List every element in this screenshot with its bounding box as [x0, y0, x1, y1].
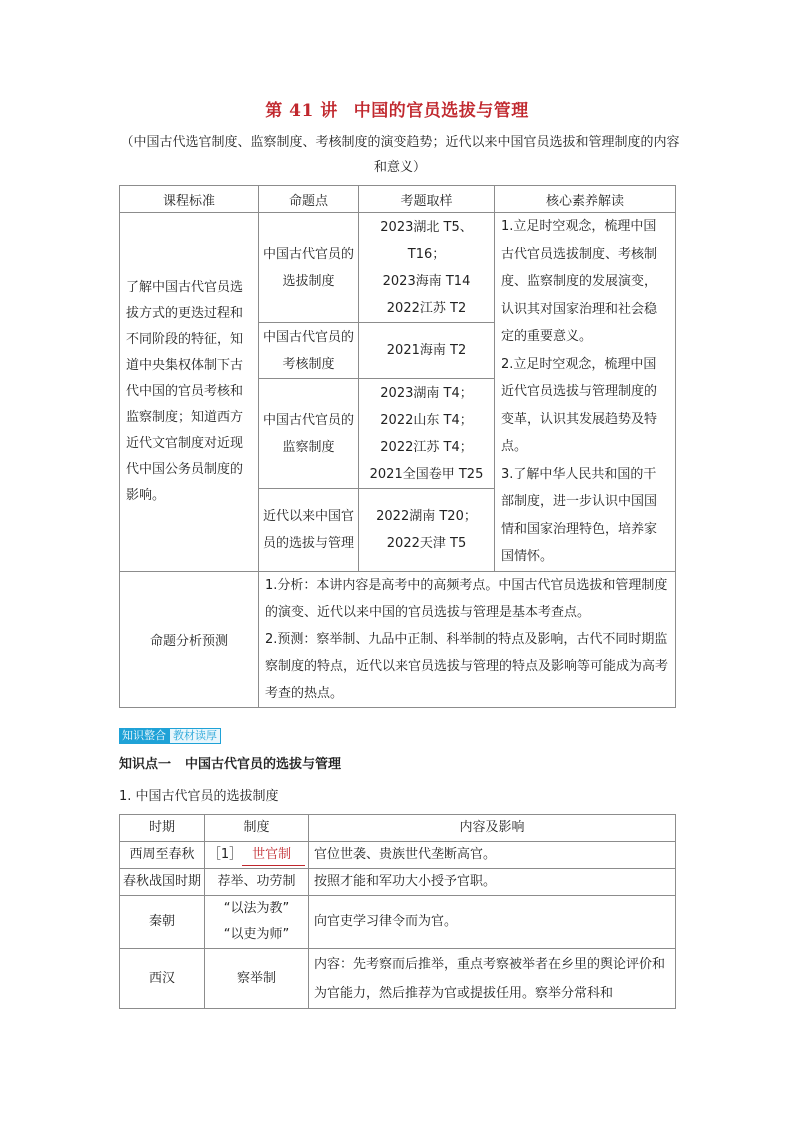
samples-cell: [359, 213, 495, 323]
period-cell: 西周至春秋: [120, 842, 205, 869]
sample-item: 2023海南 T14: [382, 273, 471, 289]
core-literacy-item: 3.了解中华人民共和国的干部制度，进一步认识中国国情和国家治理特色，培养家国情怀。: [501, 466, 658, 564]
overview-table: [119, 185, 676, 708]
table-row: [120, 949, 676, 1009]
tag-textbook-reading: 教材读厚: [169, 728, 221, 744]
overview-header-row: [120, 186, 676, 213]
forecast-item: 1.分析：本讲内容是高考中的高频考点。中国古代官员选拔和管理制度的演变、近代以来中国的官员选拔与管理是基本考查点。: [265, 577, 668, 620]
lecture-topic: 中国的官员选拔与管理: [353, 101, 529, 121]
header-content: 内容及影响: [309, 815, 676, 842]
forecast-item: 2.预测：察举制、九品中正制、科举制的特点及影响，古代不同时期监察制度的特点，近代以来官员选拔与管理的特点及影响等可能成为高考考查的热点。: [265, 631, 669, 701]
sample-item: 2022江苏 T2: [386, 300, 467, 316]
table-row: [120, 842, 676, 869]
header-core-literacy: 核心素养解读: [495, 186, 676, 213]
system-cell: [205, 842, 309, 869]
core-literacy-item: 2.立足时空观念，梳理中国近代官员选拔与管理制度的变革，认识其发展趋势及特点。: [501, 356, 658, 454]
overview-row: [120, 213, 676, 323]
header-point: 命题点: [259, 186, 359, 213]
answer-blank: 世官制: [242, 845, 305, 866]
system-line: “以吏为师”: [223, 927, 290, 942]
content-cell: 内容：先考察而后推举，重点考察被举者在乡里的舆论评价和为官能力，然后推荐为官或提拔任用。察举分常科和: [309, 949, 676, 1009]
table-row: [120, 896, 676, 949]
content-cell: 按照才能和军功大小授予官职。: [309, 869, 676, 896]
forecast-cell: [259, 571, 676, 707]
knowledge-point-heading: [119, 753, 341, 772]
section-heading: 1. 中国古代官员的选拔制度: [119, 789, 279, 804]
sample-item: 2021海南 T2: [386, 343, 467, 359]
sample-item: 2022山东 T4；: [380, 412, 473, 428]
selection-header-row: [120, 815, 676, 842]
system-cell: [205, 896, 309, 949]
course-standard-cell: 了解中国古代官员选拔方式的更迭过程和不同阶段的特征，知道中央集权体制下古代中国的官员考核和监察制度；知道西方近代文官制度对近现代中国公务员制度的影响。: [120, 213, 259, 572]
sample-item: 2023湖南 T4；: [380, 385, 473, 401]
samples-cell: [359, 323, 495, 379]
period-cell: 秦朝: [120, 896, 205, 949]
page-subtitle: （中国古代选官制度、监察制度、考核制度的演变趋势；近代以来中国官员选拔和管理制度的内容和意义）: [120, 135, 680, 175]
point-cell: 中国古代官员的监察制度: [259, 379, 359, 489]
header-system: 制度: [205, 815, 309, 842]
period-cell: 春秋战国时期: [120, 869, 205, 896]
point-cell: 中国古代官员的选拔制度: [259, 213, 359, 323]
samples-cell: [359, 379, 495, 489]
sample-item: 2021全国卷甲 T25: [369, 466, 484, 482]
point-cell: 近代以来中国官员的选拔与管理: [259, 489, 359, 571]
sample-item: 2022湖南 T20；: [376, 508, 477, 524]
content-cell: 向官吏学习律令而为官。: [309, 896, 676, 949]
period-cell: 西汉: [120, 949, 205, 1009]
header-course-standard: 课程标准: [120, 186, 259, 213]
core-literacy-cell: [495, 213, 676, 572]
content-cell: 官位世袭、贵族世代垄断高官。: [309, 842, 676, 869]
forecast-row: [120, 571, 676, 707]
system-cell: 察举制: [205, 949, 309, 1009]
system-cell: 荐举、功劳制: [205, 869, 309, 896]
lecture-number: 第 41 讲: [265, 101, 338, 121]
forecast-label: 命题分析预测: [120, 571, 259, 707]
knowledge-point-title: 中国古代官员的选拔与管理: [185, 757, 342, 772]
header-period: 时期: [120, 815, 205, 842]
sample-item: 2022天津 T5: [386, 535, 467, 551]
core-literacy-item: 1.立足时空观念，梳理中国古代官员选拔制度、考核制度、监察制度的发展演变，认识其对国家治理和社会稳定的重要意义。: [501, 219, 658, 344]
sample-item: 2023湖北 T5、T16；: [380, 219, 473, 262]
sample-item: 2022江苏 T4；: [380, 439, 473, 455]
page-title: [0, 96, 794, 121]
table-row: [120, 869, 676, 896]
system-line: “以法为教”: [223, 901, 290, 916]
point-cell: 中国古代官员的考核制度: [259, 323, 359, 379]
header-samples: 考题取样: [359, 186, 495, 213]
selection-table: [119, 814, 676, 1009]
samples-cell: [359, 489, 495, 571]
blank-number: ［1］: [207, 847, 243, 862]
knowledge-point-label: 知识点一: [119, 757, 172, 772]
section-tags: [119, 728, 221, 744]
tag-knowledge-integration: 知识整合: [119, 728, 169, 744]
